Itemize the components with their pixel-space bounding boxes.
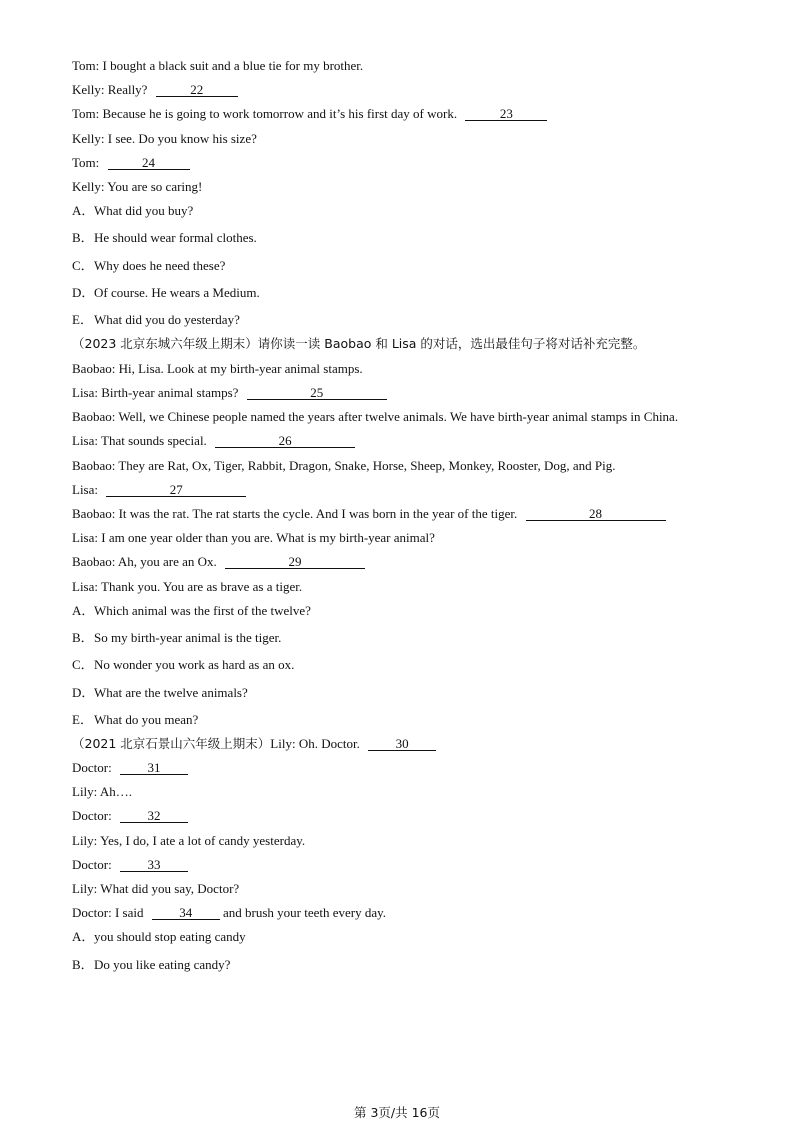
answer-blank[interactable]: 28 (526, 507, 666, 521)
answer-blank[interactable]: 27 (106, 483, 246, 497)
dialogue-line: Lisa: Birth-year animal stamps? 25 (72, 385, 722, 401)
answer-blank[interactable]: 33 (120, 858, 188, 872)
dialogue-line: Lisa: I am one year older than you are. What is my birth-year animal? (72, 530, 435, 546)
answer-blank[interactable]: 24 (108, 156, 190, 170)
dialogue-line: Tom: Because he is going to work tomorrow and it’s his first day of work. 23 (72, 106, 722, 122)
dialogue-line: Baobao: Well, we Chinese people named the years after twelve animals. We have birth-year animal stamps in China. (72, 408, 679, 424)
option-item: E．What do you mean? (72, 711, 199, 727)
dialogue-line: Kelly: Really? 22 (72, 82, 722, 98)
dialogue-line: Baobao: Hi, Lisa. Look at my birth-year animal stamps. (72, 360, 363, 376)
dialogue-line: Doctor: 33 (72, 857, 722, 873)
dialogue-line: Lisa: That sounds special. 26 (72, 433, 722, 449)
answer-blank[interactable]: 31 (120, 761, 188, 775)
page-content (72, 58, 722, 984)
answer-blank[interactable]: 23 (465, 107, 547, 121)
option-item: D．Of course. He wears a Medium. (72, 285, 260, 301)
option-item: B．So my birth-year animal is the tiger. (72, 629, 282, 645)
option-item: A．Which animal was the first of the twelve? (72, 602, 311, 618)
answer-blank[interactable]: 22 (156, 83, 238, 97)
dialogue-line: Kelly: You are so caring! (72, 178, 203, 194)
dialogue-line: Doctor: I said 34 and brush your teeth every day. (72, 905, 387, 921)
dialogue-line: Lily: Yes, I do, I ate a lot of candy yesterday. (72, 832, 306, 848)
option-item: C．Why does he need these? (72, 257, 226, 273)
dialogue-line: Tom: 24 (72, 155, 722, 171)
dialogue-line: Doctor: 32 (72, 808, 722, 824)
page-footer: 第 3页/共 16页 (353, 1105, 441, 1120)
answer-blank[interactable]: 32 (120, 809, 188, 823)
answer-blank[interactable]: 30 (368, 737, 436, 751)
dialogue-line: Baobao: They are Rat, Ox, Tiger, Rabbit, Dragon, Snake, Horse, Sheep, Monkey, Rooster, Dog, and Pig. (72, 457, 616, 473)
dialogue-line: Lisa: 27 (72, 482, 722, 498)
section-intro: （2021 北京石景山六年级上期末） (72, 735, 271, 751)
dialogue-line: Lily: Ah…. (72, 784, 132, 800)
option-item: A．you should stop eating candy (72, 929, 246, 945)
option-item: B．He should wear formal clothes. (72, 230, 257, 246)
option-item: C．No wonder you work as hard as an ox. (72, 657, 295, 673)
option-item: D．What are the twelve animals? (72, 684, 248, 700)
option-item: A．What did you buy? (72, 203, 194, 219)
dialogue-line: Lisa: Thank you. You are as brave as a tiger. (72, 578, 303, 594)
dialogue-line: Baobao: It was the rat. The rat starts the cycle. And I was born in the year of the tiger. 28 (72, 506, 722, 522)
option-item: B．Do you like eating candy? (72, 956, 231, 972)
option-item: E．What did you do yesterday? (72, 312, 240, 328)
dialogue-line: （2021 北京石景山六年级上期末）Lily: Oh. Doctor. 30 (72, 736, 722, 752)
dialogue-line: Tom: I bought a black suit and a blue tie for my brother. (72, 58, 364, 73)
dialogue-line: Doctor: 31 (72, 760, 722, 776)
answer-blank[interactable]: 25 (247, 386, 387, 400)
answer-blank[interactable]: 26 (215, 434, 355, 448)
answer-blank[interactable]: 34 (152, 906, 220, 920)
dialogue-line: Kelly: I see. Do you know his size? (72, 130, 257, 146)
dialogue-line: Lily: What did you say, Doctor? (72, 881, 240, 896)
answer-blank[interactable]: 29 (225, 555, 365, 569)
dialogue-line: Baobao: Ah, you are an Ox. 29 (72, 554, 722, 570)
section-intro: （2023 北京东城六年级上期末）请你读一读 Baobao 和 Lisa 的对话，选出最佳句子将对话补充完整。 (72, 336, 646, 352)
